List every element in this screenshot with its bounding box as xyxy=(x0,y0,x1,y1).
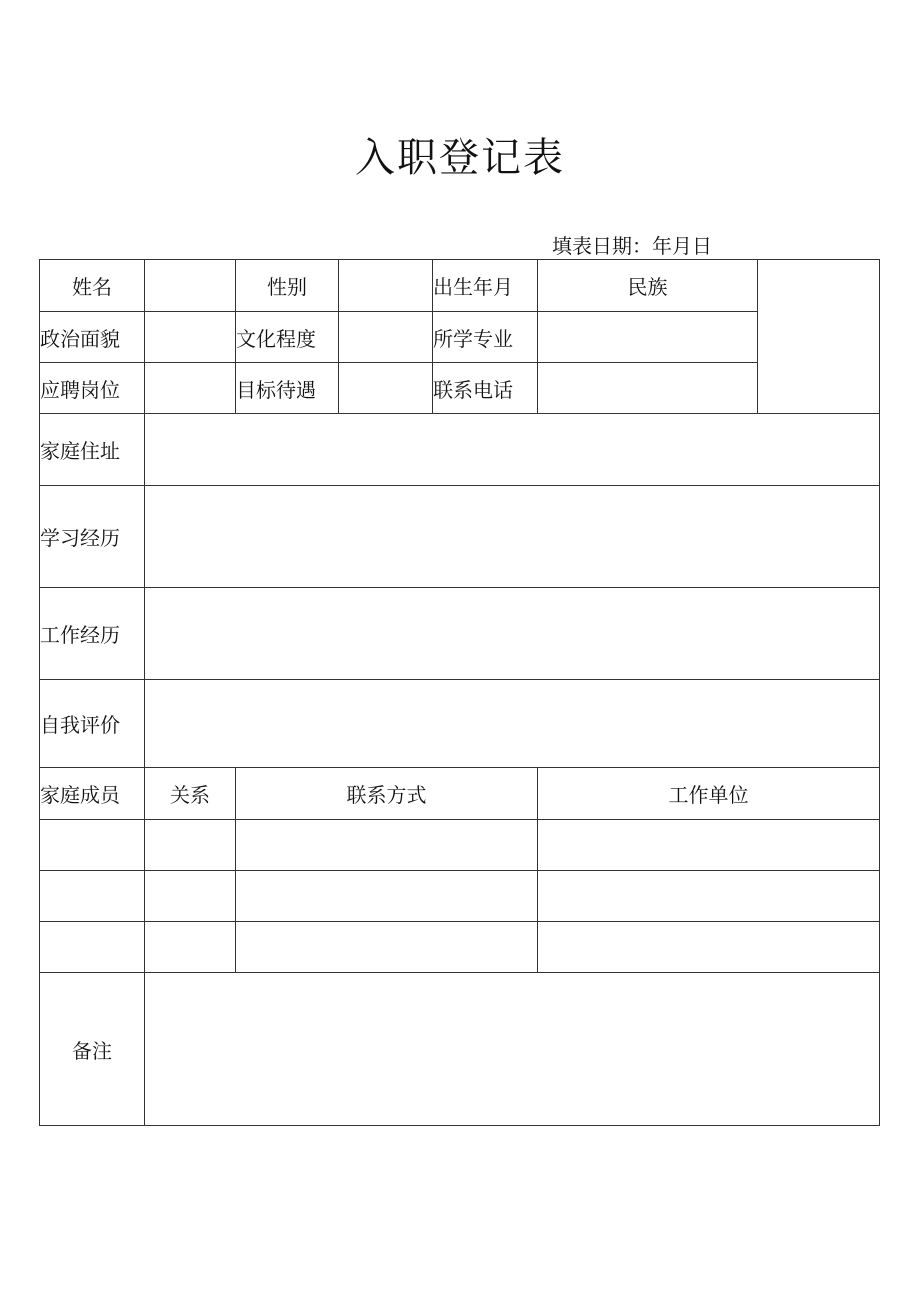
major-field[interactable] xyxy=(538,312,757,362)
education-label: 文化程度 xyxy=(236,326,316,351)
family-contact-field[interactable] xyxy=(236,820,537,870)
family-relation-field[interactable] xyxy=(145,871,235,921)
family-employer-field[interactable] xyxy=(538,871,879,921)
family-relation-field[interactable] xyxy=(145,820,235,870)
major-label: 所学专业 xyxy=(433,326,513,351)
self-eval-field[interactable] xyxy=(145,680,879,767)
name-field[interactable] xyxy=(145,260,235,311)
phone-label: 联系电话 xyxy=(433,377,513,402)
position-label: 应聘岗位 xyxy=(40,377,120,402)
salary-field[interactable] xyxy=(339,363,432,413)
political-label: 政治面貌 xyxy=(40,326,120,351)
contact-label: 联系方式 xyxy=(346,783,427,807)
salary-label: 目标待遇 xyxy=(236,377,316,402)
study-field[interactable] xyxy=(145,486,879,587)
family-employer-field[interactable] xyxy=(538,820,879,870)
family-member-field[interactable] xyxy=(40,871,144,921)
family-relation-field[interactable] xyxy=(145,922,235,972)
address-field[interactable] xyxy=(145,414,879,485)
study-label: 学习经历 xyxy=(40,526,120,550)
name-label: 姓名 xyxy=(72,275,112,299)
phone-field[interactable] xyxy=(538,363,757,413)
family-contact-field[interactable] xyxy=(236,871,537,921)
work-label: 工作经历 xyxy=(40,623,120,647)
ethnicity-label: 民族 xyxy=(627,275,668,299)
family-member-field[interactable] xyxy=(40,922,144,972)
education-field[interactable] xyxy=(339,312,432,362)
family-members-label: 家庭成员 xyxy=(40,783,120,807)
employer-label: 工作单位 xyxy=(668,783,749,807)
page-title: 入职登记表 xyxy=(355,135,565,181)
remarks-field[interactable] xyxy=(145,973,879,1125)
gender-field[interactable] xyxy=(339,260,432,311)
grid-line xyxy=(879,259,880,1126)
family-member-field[interactable] xyxy=(40,820,144,870)
family-contact-field[interactable] xyxy=(236,922,537,972)
gender-label: 性别 xyxy=(267,275,307,299)
photo-box[interactable] xyxy=(758,260,879,413)
address-label: 家庭住址 xyxy=(40,439,120,463)
political-field[interactable] xyxy=(145,312,235,362)
grid-line xyxy=(39,1125,880,1126)
birth-label: 出生年月 xyxy=(433,275,513,299)
position-field[interactable] xyxy=(145,363,235,413)
fill-date: 填表日期：年月日 xyxy=(552,234,712,258)
family-employer-field[interactable] xyxy=(538,922,879,972)
relation-label: 关系 xyxy=(170,783,210,807)
self-eval-label: 自我评价 xyxy=(40,713,120,737)
work-field[interactable] xyxy=(145,588,879,679)
remarks-label: 备注 xyxy=(72,1038,112,1063)
